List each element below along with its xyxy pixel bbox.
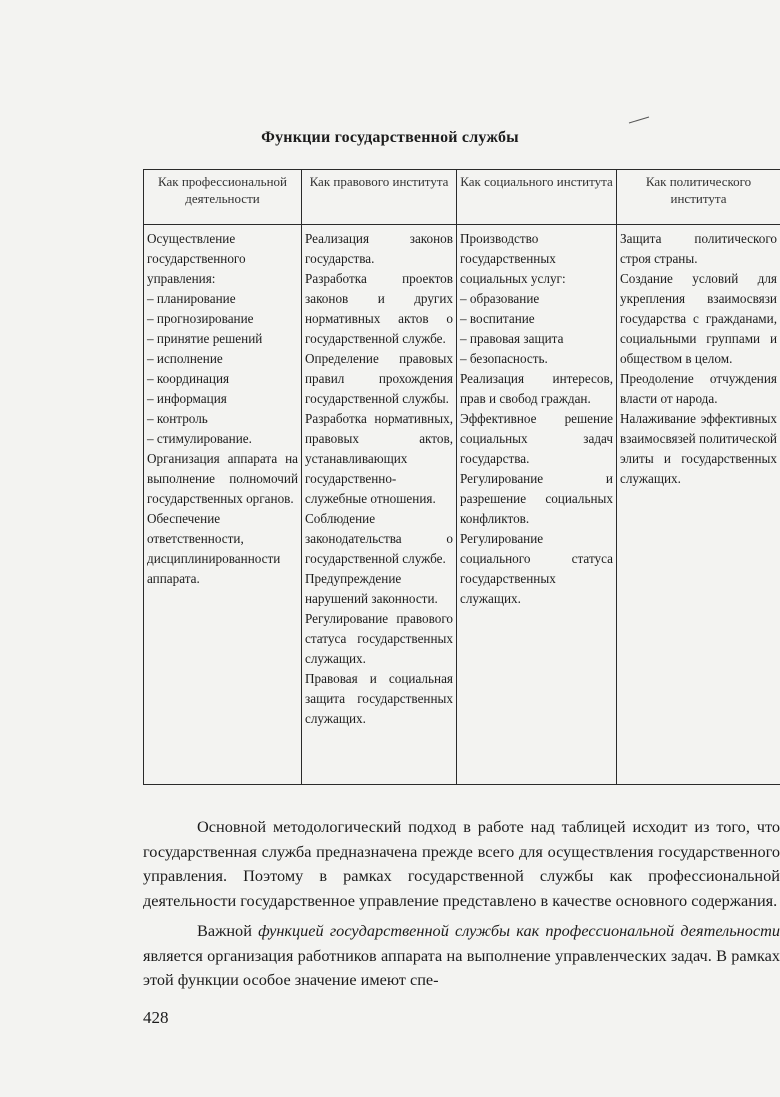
table-row <box>144 225 780 785</box>
list-item: Регулирование и разрешение социальных конфликтов. <box>460 471 613 526</box>
list-item: – координация <box>147 371 230 386</box>
list-item: Определение правовых правил прохождения государственной службы. <box>305 351 453 406</box>
list-item: Эффективное решение социальных задач государства. <box>460 411 613 466</box>
list-item: Создание условий для укрепления взаимосвязи государства с гражданами, социальными группами и обществом в целом. <box>620 271 777 366</box>
list-item: Соблюдение законодательства о государственной службе. <box>305 511 453 566</box>
page-title: Функции государственной службы <box>261 129 519 146</box>
header-professional: Как профессиональной деятельности <box>144 170 302 225</box>
list-item: – принятие решений <box>147 331 263 346</box>
paragraph-lead: Важной <box>197 921 259 940</box>
list-item: Защита политического строя страны. <box>620 231 777 266</box>
list-item: – прогнозирование <box>147 311 254 326</box>
list-item: Налаживание эффективных взаимосвязей политической элиты и государственных служащих. <box>620 411 777 486</box>
list-item: – стимулирование. <box>147 431 252 446</box>
list-item: – правовая защита <box>460 331 564 346</box>
header-social: Как социального института <box>457 170 617 225</box>
list-item: Организация аппарата на выполнение полномочий государственных органов. <box>147 451 298 506</box>
list-item: Производство государственных социальных услуг: <box>460 231 566 286</box>
list-item: Реализация законов государства. <box>305 231 453 266</box>
list-item: Преодоление отчуждения власти от народа. <box>620 371 777 406</box>
list-item: – исполнение <box>147 351 223 366</box>
list-item: Обеспечение ответственности, дисциплинированности аппарата. <box>147 511 281 586</box>
list-item: – информация <box>147 391 227 406</box>
list-item: Осуществление государственного управления: <box>147 231 246 286</box>
list-item: – контроль <box>147 411 208 426</box>
body-text <box>143 815 780 993</box>
list-item: Правовая и социальная защита государственных служащих. <box>305 671 453 726</box>
page-number: 428 <box>143 1008 169 1027</box>
pen-mark <box>628 116 650 124</box>
list-item: Регулирование социального статуса государственных служащих. <box>460 531 613 606</box>
cell-political <box>617 225 780 785</box>
list-item: Разработка проектов законов и других нормативных актов о государственной службе. <box>305 271 453 346</box>
header-political: Как политического института <box>617 170 780 225</box>
list-item: – планирование <box>147 291 236 306</box>
paragraph: Основной методологический подход в работе над таблицей исходит из того, что государственная служба предназначена прежде всего для осуществления государственного управления. Поэтому в рамках государственной службы как профессиональной деятельности государственное управление представлено в качестве основного содержания. <box>143 817 780 910</box>
paragraph <box>143 919 780 993</box>
table-header-row <box>144 170 780 225</box>
paragraph-emphasis: функцией государственной службы как профессиональной деятельности <box>258 921 780 940</box>
list-item: – образование <box>460 291 540 306</box>
list-item: Предупреждение нарушений законности. <box>305 571 438 606</box>
header-legal: Как правового института <box>302 170 457 225</box>
paragraph-rest: является организация работников аппарата на выполнение управленческих задач. В рамках этой функции особое значение имеют спе- <box>143 945 780 989</box>
list-item: – безопасность. <box>460 351 548 366</box>
list-item: Разработка нормативных, правовых актов, устанавливающих государственно-служебные отношения. <box>305 411 453 506</box>
list-item: Реализация интересов, прав и свобод граждан. <box>460 371 613 406</box>
cell-professional <box>144 225 302 785</box>
list-item: – воспитание <box>460 311 535 326</box>
cell-legal <box>302 225 457 785</box>
cell-social <box>457 225 617 785</box>
list-item: Регулирование правового статуса государственных служащих. <box>305 611 453 666</box>
functions-table <box>143 169 780 785</box>
